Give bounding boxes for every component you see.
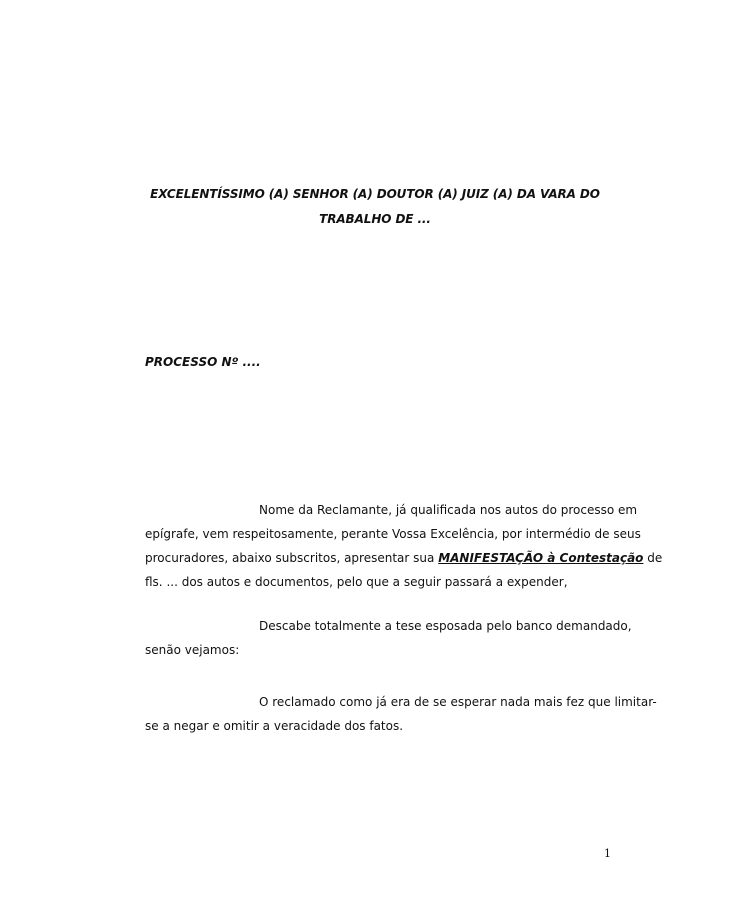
paragraph-reclamado [145,690,657,738]
paragraph-line: fls. ... dos autos e documentos, pelo que a seguir passará a expender, [145,575,568,589]
paragraph-line: se a negar e omitir a veracidade dos fatos. [145,719,404,733]
paragraph-line: senão vejamos: [145,643,240,657]
paragraph-descabe [145,614,632,662]
heading-line-2: TRABALHO DE ... [319,212,431,226]
heading-line-1: EXCELENTÍSSIMO (A) SENHOR (A) DOUTOR (A) JUIZ (A) DA VARA DO [150,187,600,201]
paragraph-line-with-emphasis [145,546,663,570]
document-heading [140,182,610,232]
paragraph-text: procuradores, abaixo subscritos, apresentar sua [145,551,439,565]
paragraph-line: Descabe totalmente a tese esposada pelo banco demandado, [259,619,632,633]
paragraph-text: de [643,551,663,565]
paragraph-line: O reclamado como já era de se esperar nada mais fez que limitar- [259,695,657,709]
paragraph-line: Nome da Reclamante, já qualificada nos autos do processo em [259,503,638,517]
process-number: PROCESSO Nº .... [145,355,261,369]
paragraph-manifestacao [145,498,663,594]
paragraph-line: epígrafe, vem respeitosamente, perante Vossa Excelência, por intermédio de seus [145,527,641,541]
page-number: 1 [604,847,611,860]
manifestacao-emphasis: MANIFESTAÇÃO à Contestação [438,551,644,565]
